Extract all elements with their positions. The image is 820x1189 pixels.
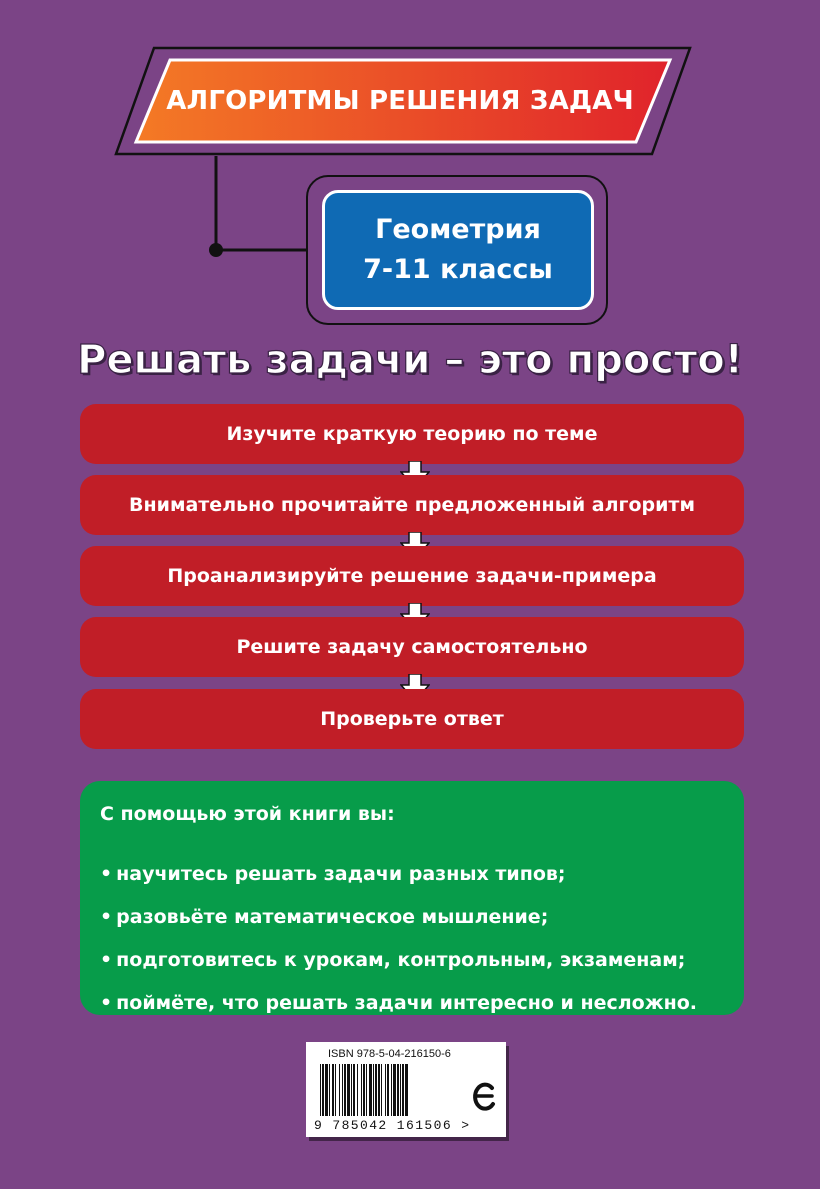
benefit-item: • научитесь решать задачи разных типов; (100, 863, 566, 885)
bullet-icon: • (100, 863, 113, 885)
bullet-icon: • (100, 949, 113, 971)
series-title: АЛГОРИТМЫ РЕШЕНИЯ ЗАДАЧ (166, 86, 634, 116)
benefits-intro: С помощью этой книги вы: (100, 803, 395, 825)
bullet-icon: • (100, 992, 113, 1014)
publisher-logo-icon (470, 1080, 498, 1112)
step-5: Проверьте ответ (80, 689, 744, 749)
barcode (318, 1064, 466, 1116)
benefits-panel (80, 781, 744, 1015)
step-1: Изучите краткую теорию по теме (80, 404, 744, 464)
benefit-item: • разовьёте математическое мышление; (100, 906, 549, 928)
isbn-label: ISBN 978-5-04-216150-6 (328, 1048, 451, 1060)
barcode-digits: 9 785042 161506 > (314, 1118, 471, 1133)
isbn-card (306, 1042, 506, 1137)
grade-range: 7-11 классы (363, 254, 553, 285)
bullet-icon: • (100, 906, 113, 928)
benefits-list (100, 859, 744, 1031)
step-2: Внимательно прочитайте предложенный алгоритм (80, 475, 744, 535)
subject-box (322, 190, 594, 310)
step-4: Решите задачу самостоятельно (80, 617, 744, 677)
subject-title: Геометрия (375, 214, 541, 245)
benefit-item: • поймёте, что решать задачи интересно и несложно. (100, 992, 698, 1014)
benefit-item: • подготовитесь к урокам, контрольным, экзаменам; (100, 949, 686, 971)
headline: Решать задачи – это просто! (77, 337, 743, 383)
step-3: Проанализируйте решение задачи-примера (80, 546, 744, 606)
